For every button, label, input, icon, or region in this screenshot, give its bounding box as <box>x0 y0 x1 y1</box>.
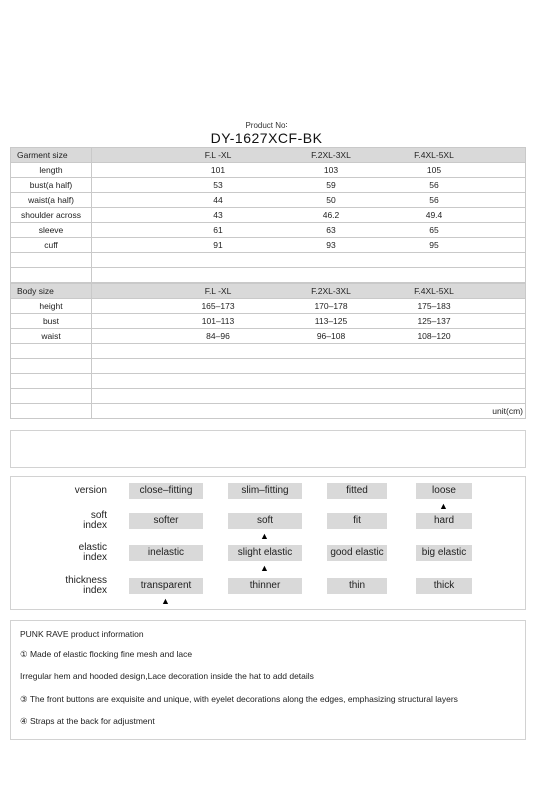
body-row-label: waist <box>11 329 92 344</box>
unit-label: unit(cm) <box>492 406 523 416</box>
feel-row-label: soft index <box>83 510 107 531</box>
info-item-2: Irregular hem and hooded design,Lace decoration inside the hat to add details <box>20 671 314 681</box>
feel-option: thin <box>327 578 387 594</box>
info-item-1: ① Made of elastic flocking fine mesh and lace <box>20 649 193 659</box>
garment-cell: 103 <box>323 165 339 175</box>
garment-size-header: Garment size <box>11 148 92 163</box>
selected-marker-icon: ▲ <box>161 596 170 606</box>
body-empty-row <box>11 359 526 374</box>
selected-marker-icon: ▲ <box>260 531 269 541</box>
body-col-3-header: F.4XL-5XL <box>414 286 454 296</box>
body-cell: 175–183 <box>417 301 451 311</box>
garment-cell: 95 <box>429 240 439 250</box>
body-size-table <box>10 283 526 419</box>
garment-cell: 93 <box>326 240 336 250</box>
garment-row-label: length <box>11 163 92 178</box>
body-row <box>11 329 526 344</box>
feel-option: thinner <box>228 578 302 594</box>
garment-cell: 46.2 <box>322 210 340 220</box>
garment-empty-row <box>11 253 526 268</box>
garment-row-label: waist(a half) <box>11 193 92 208</box>
garment-row <box>11 238 526 253</box>
body-cell: 84–96 <box>206 331 230 341</box>
info-title: PUNK RAVE product information <box>20 629 144 639</box>
garment-cell: 44 <box>213 195 223 205</box>
garment-row <box>11 178 526 193</box>
garment-empty-row <box>11 268 526 283</box>
selected-marker-icon: ▲ <box>439 501 448 511</box>
garment-cell: 91 <box>213 240 223 250</box>
garment-cell: 65 <box>429 225 439 235</box>
body-col-2-header: F.2XL-3XL <box>311 286 351 296</box>
feel-row-label: elastic index <box>78 542 107 563</box>
feel-option: fit <box>327 513 387 529</box>
body-row <box>11 299 526 314</box>
body-cell: 101–113 <box>201 316 235 326</box>
garment-row-label: sleeve <box>11 223 92 238</box>
product-info-panel <box>10 620 526 740</box>
feel-option: transparent <box>129 578 203 594</box>
feel-option: hard <box>416 513 472 529</box>
body-header-row <box>11 284 526 299</box>
feel-option: fitted <box>327 483 387 499</box>
garment-col-3-header: F.4XL-5XL <box>414 150 454 160</box>
garment-header-row <box>11 148 526 163</box>
body-cell: 96–108 <box>316 331 346 341</box>
feel-row-label: version <box>74 485 107 496</box>
body-cell: 165–173 <box>201 301 235 311</box>
garment-cell: 56 <box>429 180 439 190</box>
product-number: DY-1627XCF-BK <box>210 130 323 146</box>
garment-col-1-header: F.L -XL <box>204 150 232 160</box>
info-item-3: ③ The front buttons are exquisite and unique, with eyelet decorations along the edges, emphasizing structural layers <box>20 694 458 704</box>
body-row <box>11 314 526 329</box>
blank-box <box>10 430 526 468</box>
garment-cell: 43 <box>213 210 223 220</box>
feel-option: inelastic <box>129 545 203 561</box>
garment-cell: 105 <box>426 165 442 175</box>
product-number-label: Product No∶ <box>245 121 288 130</box>
body-cell: 113–125 <box>314 316 348 326</box>
feel-row-label: thickness index <box>65 575 107 596</box>
body-empty-row <box>11 374 526 389</box>
body-size-header: Body size <box>11 284 92 299</box>
body-cell: 108–120 <box>417 331 451 341</box>
garment-row-label: cuff <box>11 238 92 253</box>
garment-col-2-header: F.2XL-3XL <box>311 150 351 160</box>
garment-row <box>11 163 526 178</box>
feel-option: slight elastic <box>228 545 302 561</box>
body-empty-row <box>11 389 526 404</box>
garment-cell: 59 <box>326 180 336 190</box>
garment-row-label: bust(a half) <box>11 178 92 193</box>
fabric-feel-panel <box>10 476 526 610</box>
body-row-label: height <box>11 299 92 314</box>
body-empty-row <box>11 344 526 359</box>
garment-cell: 50 <box>326 195 336 205</box>
garment-row <box>11 193 526 208</box>
feel-option: good elastic <box>327 545 387 561</box>
body-empty-row <box>11 404 526 419</box>
garment-cell: 53 <box>213 180 223 190</box>
feel-option: slim–fitting <box>228 483 302 499</box>
feel-option: close–fitting <box>129 483 203 499</box>
feel-option: thick <box>416 578 472 594</box>
garment-row <box>11 208 526 223</box>
garment-cell: 56 <box>429 195 439 205</box>
garment-cell: 101 <box>210 165 226 175</box>
body-row-label: bust <box>11 314 92 329</box>
selected-marker-icon: ▲ <box>260 563 269 573</box>
body-col-1-header: F.L -XL <box>204 286 232 296</box>
feel-option: big elastic <box>416 545 472 561</box>
info-item-4: ④ Straps at the back for adjustment <box>20 716 155 726</box>
garment-cell: 61 <box>213 225 223 235</box>
garment-cell: 63 <box>326 225 336 235</box>
feel-option: soft <box>228 513 302 529</box>
garment-size-table <box>10 147 526 283</box>
garment-cell: 49.4 <box>425 210 443 220</box>
feel-option: softer <box>129 513 203 529</box>
garment-row-label: shoulder across <box>11 208 92 223</box>
feel-option: loose <box>416 483 472 499</box>
body-cell: 170–178 <box>314 301 348 311</box>
garment-row <box>11 223 526 238</box>
body-cell: 125–137 <box>417 316 451 326</box>
